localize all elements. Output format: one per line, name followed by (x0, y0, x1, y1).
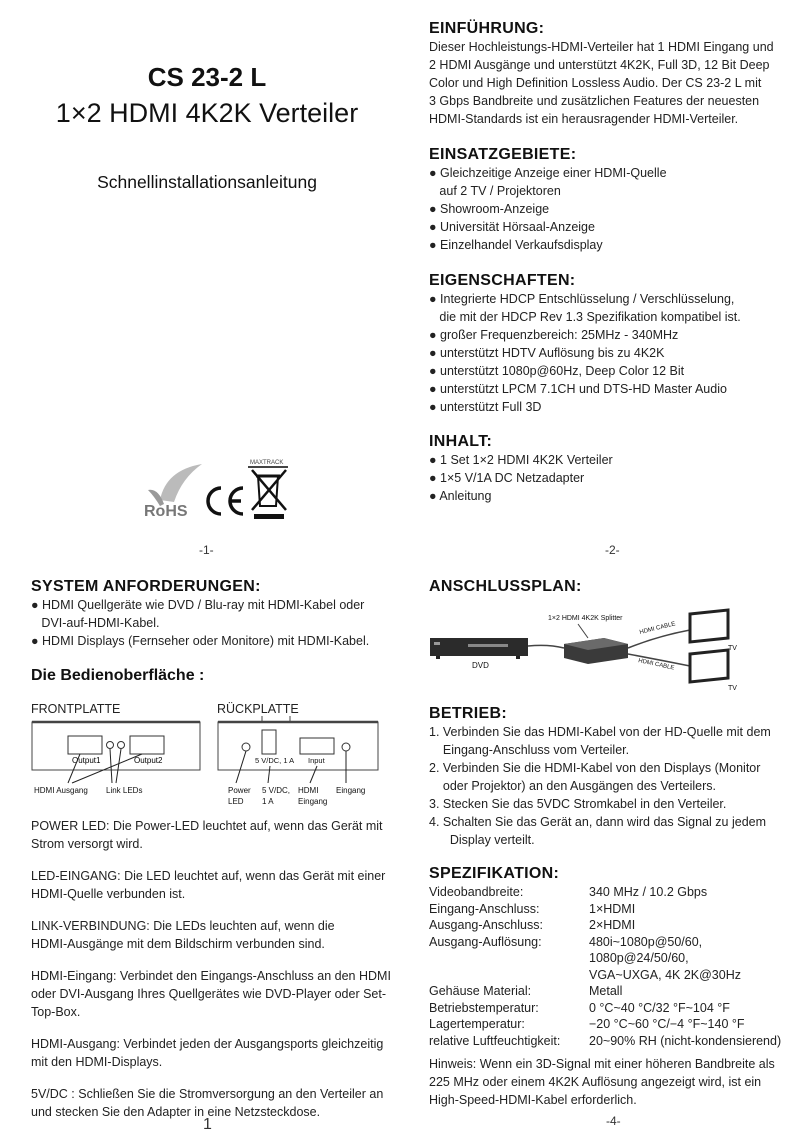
hdmi-in-label-1: HDMI (298, 786, 319, 795)
page-number-4: -4- (606, 1114, 621, 1128)
connection-diagram (428, 608, 768, 698)
desc-power-led: POWER LED: Die Power-LED leuchtet auf, wenn das Gerät mit Strom versorgt wird. (31, 819, 383, 851)
page-number-2: -2- (605, 543, 620, 557)
ce-mark (203, 484, 247, 518)
contents-heading: INHALT: (429, 433, 493, 450)
tv-2-label: TV (728, 685, 737, 692)
spec-row: Lagertemperatur: −20 °C~60 °C/−4 °F~140 °F (429, 1017, 745, 1031)
document-subtitle: Schnellinstallationsanleitung (97, 172, 317, 192)
sysreq-list: ● HDMI Quellgeräte wie DVD / Blu-ray mit HDMI-Kabel oder DVI-auf-HDMI-Kabel. ● HDMI Displays (Fernseher oder Monitore) mit HDMI-Kabel. (31, 598, 370, 648)
dc-label-2: 1 A (262, 797, 274, 806)
front-panel (32, 722, 200, 770)
note-text: Hinweis: Wenn ein 3D-Signal mit einer höheren Bandbreite als 225 MHz oder einem 4K2K Auflösung angezeigt wird, ist ein High-Speed-HDMI-Kabel erforderlich. (429, 1057, 775, 1107)
page-number-3: 1 (203, 1116, 212, 1133)
desc-led-input: LED-EINGANG: Die LED leuchtet auf, wenn das Gerät mit einer HDMI-Quelle verbunden ist. (31, 869, 386, 901)
input-panel-label: Input (308, 756, 325, 765)
rohs-text: RoHS (144, 503, 188, 520)
dc-label-1: 5 V/DC, (262, 786, 291, 795)
page-number-1: -1- (199, 543, 214, 557)
weee-bin-icon (248, 456, 292, 522)
desc-dc: 5V/DC : Schließen Sie die Stromversorgung an den Verteiler an und stecken Sie den Adapter in eine Netzsteckdose. (31, 1087, 384, 1119)
tv-1 (690, 610, 728, 642)
spec-row: Eingang-Anschluss: 1×HDMI (429, 901, 636, 916)
hdmi-out-label: HDMI Ausgang (34, 786, 88, 795)
tv-2 (690, 650, 728, 682)
spec-row: 1080p@24/50/60, (589, 951, 689, 965)
operation-steps: 1. Verbinden Sie das HDMI-Kabel von der HD-Quelle mit dem Eingang-Anschluss vom Verteiler. 2. Verbinden Sie die HDMI-Kabel von den Displays (Monitor oder Projektor) an den Ausgängen des Verteilers. 3. Stecken Sie das 5VDC Stromkabel in den Verteiler. 4. Schalten Sie das Gerät an, dann wird das Signal zu jedem Display verteilt. (429, 725, 771, 847)
maxtrack-text: MAXTRACK (250, 460, 284, 466)
usage-list: ● Gleichzeitige Anzeige einer HDMI-Quelle auf 2 TV / Projektoren ● Showroom-Anzeige ● Universität Hörsaal-Anzeige ● Einzelhandel Verkaufsdisplay (429, 166, 667, 252)
power-led-label-1: Power (228, 786, 251, 795)
spec-row: relative Luftfeuchtigkeit: 20~90% RH (nicht-kondensierend) (429, 1033, 782, 1048)
specs-table (429, 884, 781, 1049)
spec-row: VGA~UXGA, 4K 2K@30Hz (589, 967, 741, 982)
desc-hdmi-output: HDMI-Ausgang: Verbindet jeden der Ausgangsports gleichzeitig mit den HDMI-Displays. (31, 1037, 384, 1069)
spec-row: Ausgang-Anschluss: 2×HDMI (429, 918, 636, 932)
contents-list: ● 1 Set 1×2 HDMI 4K2K Verteiler ● 1×5 V/1A DC Netzadapter ● Anleitung (429, 453, 613, 503)
spec-row: Gehäuse Material: Metall (429, 984, 623, 998)
specs-heading: SPEZIFIKATION: (429, 865, 560, 882)
features-list: ● Integrierte HDCP Entschlüsselung / Verschlüsselung, die mit der HDCP Rev 1.3 Spezifikation kompatibel ist. ● großer Frequenzbereich: 25MHz - 340MHz ● unterstützt HDTV Auflösung bis zu 4K2K ● unterstützt 1080p@60Hz, Deep Color 12 Bit ● unterstützt LPCM 7.1CH und DTS-HD Master Audio ● unterstützt Full 3D (429, 292, 741, 414)
hdmi-in-label-2: Eingang (298, 797, 328, 806)
spec-row: Ausgang-Auflösung: 480i~1080p@50/60, (429, 934, 703, 949)
model-title: CS 23-2 L (147, 62, 267, 92)
intro-heading: EINFÜHRUNG: (429, 20, 545, 37)
spec-row: Betriebstemperatur: 0 °C~40 °C/32 °F~104 °F (429, 1000, 730, 1015)
front-panel-label: FRONTPLATTE (31, 702, 121, 716)
spec-row: Videobandbreite: 340 MHz / 10.2 Gbps (429, 885, 708, 899)
intro-text: Dieser Hochleistungs-HDMI-Verteiler hat 1 HDMI Eingang und 2 HDMI Ausgänge und unterstützt 4K2K, Full 3D, 12 Bit Deep Color und High Definition Lossless Audio. Der CS 23-2 L mit 3 Gbps Bandbreite und zusätzlichen Features der neuesten HDMI-Standards ist ein herausragender HDMI-Verteiler. (429, 40, 774, 126)
splitter-label: 1×2 HDMI 4K2K Splitter (548, 615, 623, 622)
features-heading: EIGENSCHAFTEN: (429, 272, 576, 289)
tv-1-label: TV (728, 645, 737, 652)
power-led-label-2: LED (228, 797, 244, 806)
sysreq-heading: SYSTEM ANFORDERUNGEN: (31, 578, 261, 595)
panel-diagram (30, 716, 382, 810)
connection-heading: ANSCHLUSSPLAN: (429, 578, 582, 595)
document-title: 1×2 HDMI 4K2K Verteiler (55, 98, 359, 128)
descriptions (31, 817, 391, 1121)
rohs-logo (140, 460, 210, 522)
cable-2-label: HDMI CABLE (637, 658, 675, 672)
operation-heading: BETRIEB: (429, 705, 507, 722)
desc-link: LINK-VERBINDUNG: Die LEDs leuchten auf, wenn die HDMI-Ausgänge mit dem Bildschirm verbunden sind. (31, 919, 335, 951)
output1-label: Output1 (72, 756, 101, 765)
cable-1-label: HDMI CABLE (639, 621, 677, 636)
output2-label: Output2 (134, 756, 163, 765)
interface-heading: Die Bedienoberfläche : (31, 667, 205, 684)
dvd-label: DVD (472, 661, 489, 670)
link-leds-label: Link LEDs (106, 786, 143, 795)
dc-panel-label: 5 V/DC, 1 A (255, 756, 295, 765)
usage-heading: EINSATZGEBIETE: (429, 146, 577, 163)
desc-hdmi-input: HDMI-Eingang: Verbindet den Eingangs-Anschluss an den HDMI oder DVI-Ausgang Ihres Quellgerätes wie DVD-Player oder Set- Top-Box. (31, 969, 391, 1019)
input-led-label: Eingang (336, 786, 366, 795)
back-panel-label: RÜCKPLATTE (217, 702, 299, 716)
